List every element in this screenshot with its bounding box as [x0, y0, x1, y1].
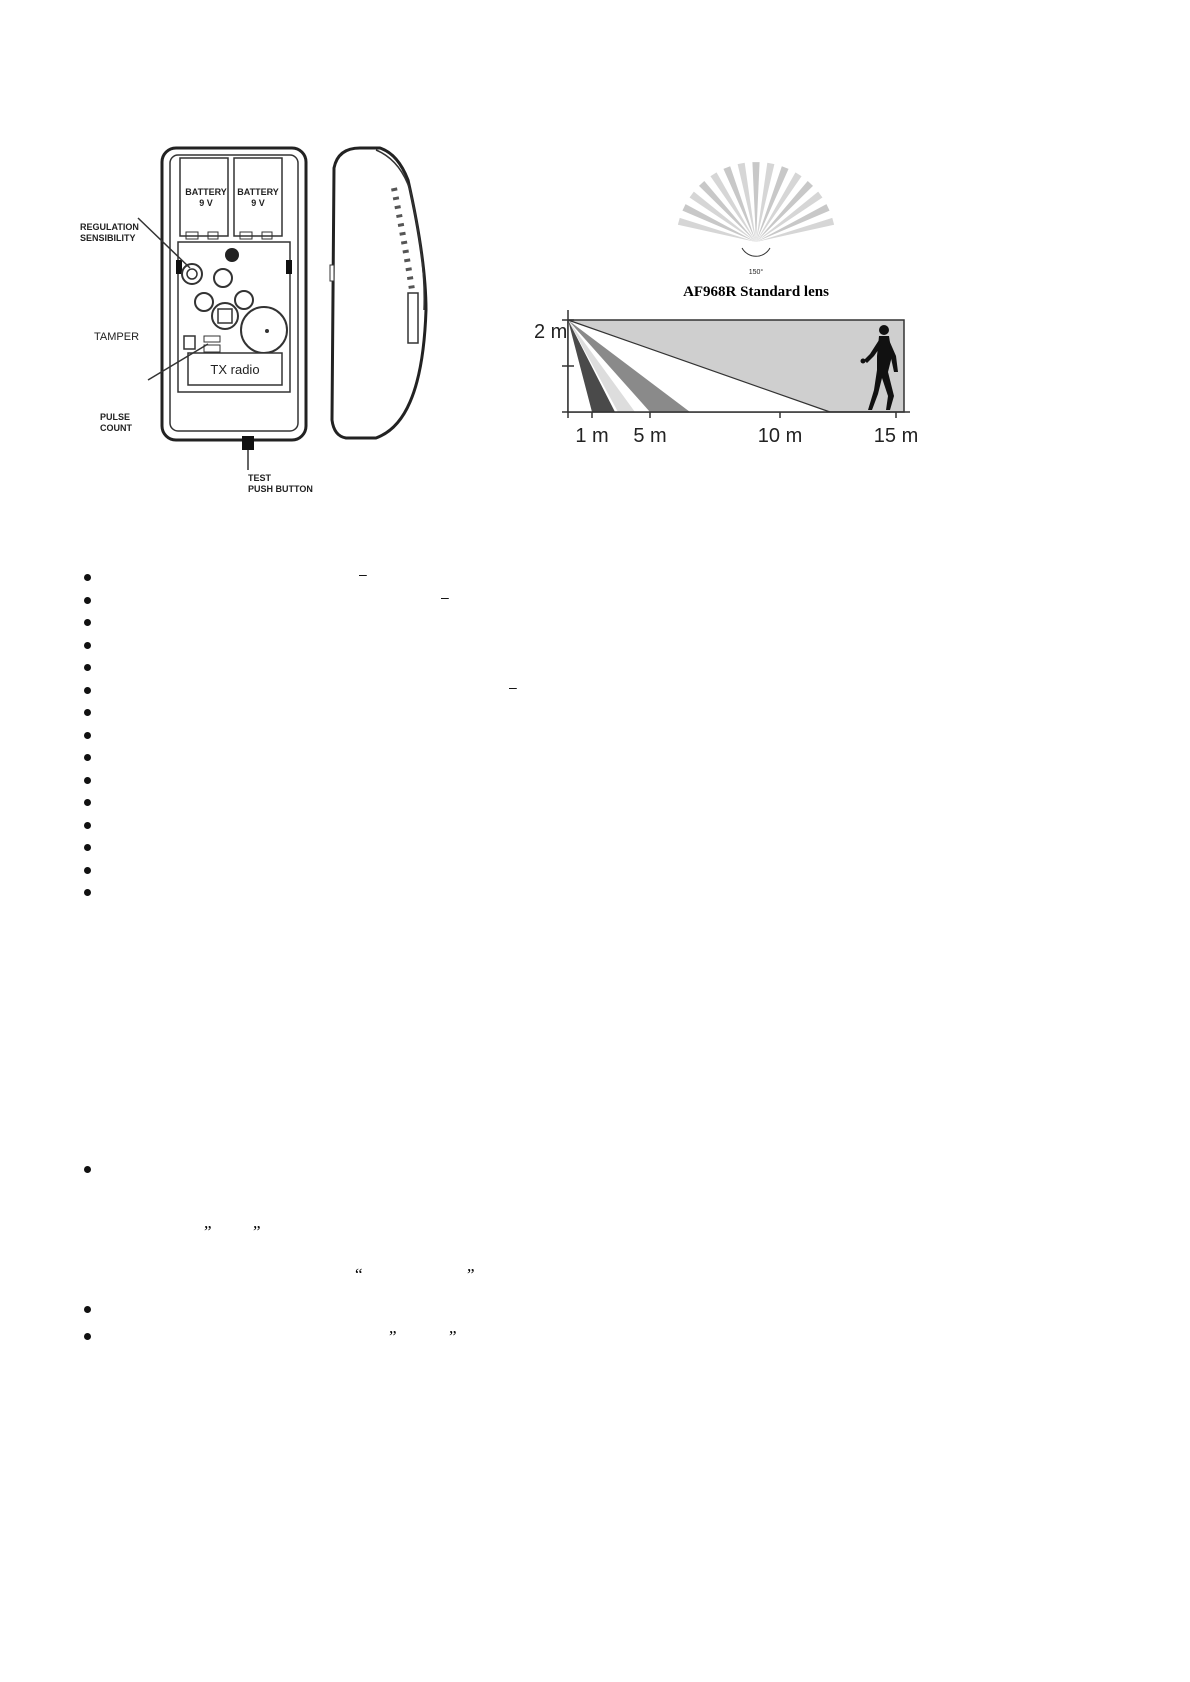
- distance-label-10m: 10 m: [757, 425, 803, 447]
- quote-mark-3: “: [355, 1265, 363, 1284]
- tamper-label: TAMPER: [94, 331, 140, 343]
- battery-voltage-1: 9 V: [199, 198, 213, 208]
- fan-angle-arc: [742, 248, 770, 256]
- test-label-line2: PUSH BUTTON: [248, 484, 313, 494]
- bullet-dot: [84, 777, 91, 784]
- bullet-dot: [84, 732, 91, 739]
- pulse-label-line1: PULSE: [100, 412, 131, 422]
- bullet-dot: [84, 867, 91, 874]
- tx-radio-label: TX radio: [210, 362, 260, 377]
- bullet-dot: [84, 709, 91, 716]
- dash-mark-3: –: [509, 679, 517, 695]
- battery-label-1: BATTERY: [185, 187, 227, 197]
- lens-title: AF968R Standard lens: [683, 284, 829, 300]
- lens-coverage-diagram: [530, 160, 970, 460]
- dash-mark-2: –: [441, 589, 449, 605]
- bullet-dot: [84, 754, 91, 761]
- bullet-dot: [84, 889, 91, 896]
- bullet-dot: [84, 642, 91, 649]
- pulse-label-line2: COUNT: [100, 423, 132, 433]
- device-diagram: [80, 140, 500, 500]
- lens-fan-pattern: [678, 162, 834, 256]
- lower-bullet-3: [84, 1333, 91, 1340]
- bullet-dot: [84, 844, 91, 851]
- quote-mark-5: ”: [389, 1327, 397, 1346]
- battery-label-2: BATTERY: [237, 187, 279, 197]
- detector-side-view: [330, 148, 426, 438]
- distance-label-5m: 5 m: [633, 425, 667, 447]
- height-label: 2 m: [534, 321, 568, 343]
- distance-label-1m: 1 m: [575, 425, 609, 447]
- quote-mark-6: ”: [449, 1327, 457, 1346]
- battery-voltage-2: 9 V: [251, 198, 265, 208]
- bullet-dot: [84, 664, 91, 671]
- test-label-line1: TEST: [248, 473, 272, 483]
- dash-mark-1: –: [359, 566, 367, 582]
- lower-bullet-2: [84, 1306, 91, 1313]
- regulation-label-line2: SENSIBILITY: [80, 233, 136, 243]
- regulation-label-line1: REGULATION: [80, 222, 139, 232]
- fan-angle-label: 150°: [748, 269, 764, 276]
- coverage-side-view: [562, 310, 910, 418]
- bullet-dot: [84, 687, 91, 694]
- bullet-dot: [84, 799, 91, 806]
- lower-bullet-1: [84, 1166, 91, 1173]
- bullet-dot: [84, 574, 91, 581]
- quote-mark-1: ”: [204, 1222, 212, 1241]
- bullet-dot: [84, 822, 91, 829]
- detector-front-view: [162, 148, 306, 450]
- quote-mark-4: ”: [467, 1265, 475, 1284]
- bullet-dot: [84, 597, 91, 604]
- bullet-dot: [84, 619, 91, 626]
- quote-mark-2: ”: [253, 1222, 261, 1241]
- distance-label-15m: 15 m: [873, 425, 919, 447]
